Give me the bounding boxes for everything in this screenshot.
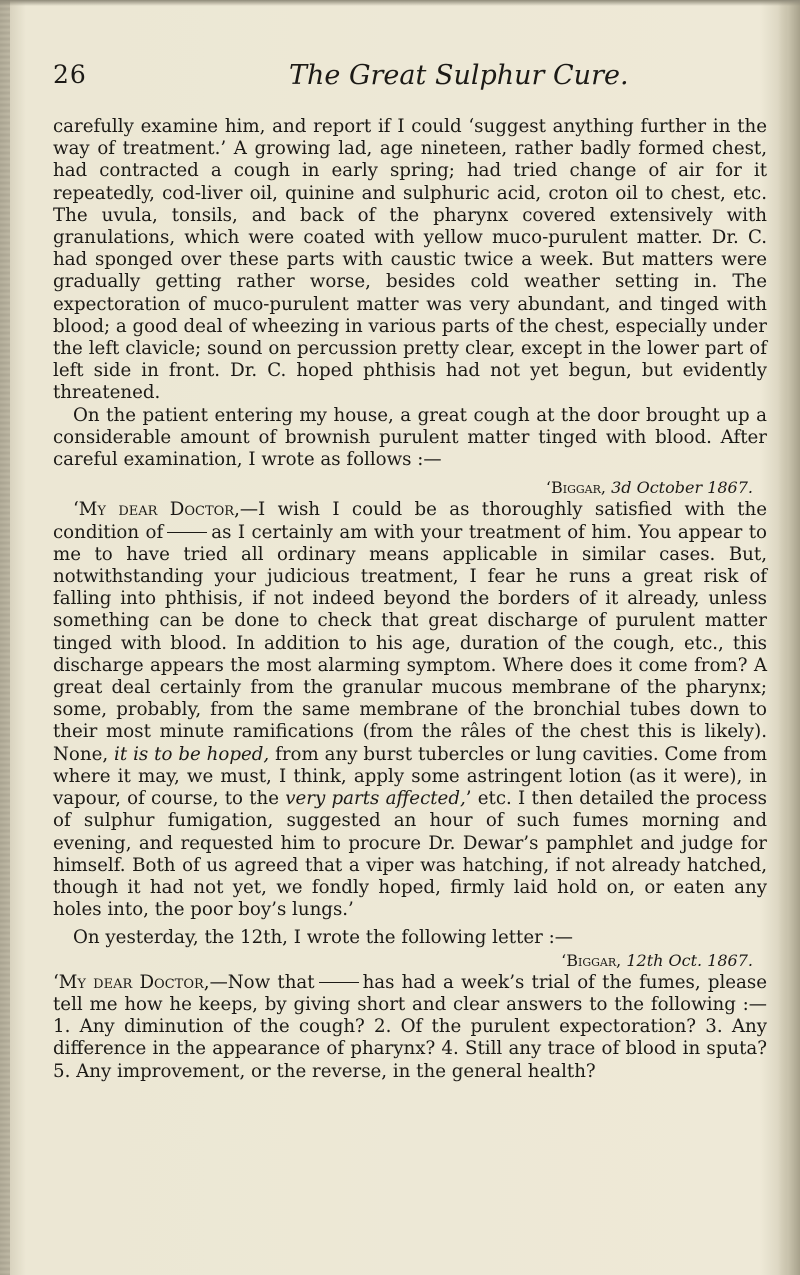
letter-italic-text: very parts affected, xyxy=(285,788,466,810)
letter-text: as I certainly am with your treatment of him. You appear to me to have tried all ordinary means applicable in similar cases. But, notwithstanding your judicious treatment, I fear he runs a great risk of falling into phthisis, if not indeed beyond the borders of it already, unless something can be done to check that great discharge of purulent matter tinged with blood. In addition to his age, duration of the cough, etc., this discharge appears the most alarming symptom. Where does it come from? A great deal certainly from the granular mucous membrane of the pharynx; some, probably, from the same membrane of the bronchial tubes down to their most minute ramifications (from the râles of the chest this is likely). None, xyxy=(53,521,768,765)
letter-place: ‘Biggar, xyxy=(561,950,622,970)
letter-salutation: ‘My dear Doctor, xyxy=(73,499,240,521)
binding-shadow-left xyxy=(0,0,10,1275)
letter-body xyxy=(53,499,767,921)
page-header xyxy=(53,60,760,96)
letter-date: 3d October 1867. xyxy=(611,478,753,498)
letter-salutation: ‘My dear Doctor, xyxy=(53,971,210,993)
letter-text: —Now that xyxy=(209,971,315,993)
paragraph: On the patient entering my house, a great cough at the door brought up a considerable amount of brownish purulent matter tinged with blood. After careful examination, I wrote as follows :— xyxy=(53,404,767,471)
name-omitted-dash xyxy=(167,532,207,533)
page-edge-top xyxy=(0,0,800,6)
letter-dateline xyxy=(53,950,767,972)
letter-text: ’ etc. I then detailed the process of sulphur fumigation, suggested an hour of such fumes morning and evening, and requested him to procure Dr. Dewar’s pamphlet and judge for himself. Both of us agreed that a viper was hatching, if not already hatched, though it had not yet, we fondly hoped, firmly laid hold on, or eaten any holes into, the poor boy’s lungs.’ xyxy=(53,788,767,921)
letter-dateline xyxy=(53,477,767,499)
letter-text: from any burst tubercles or lung cavities. Come from where it may, we must, I think, apply some astringent lotion (as it were), in vapour, of course, to the xyxy=(53,743,767,810)
letter-body xyxy=(53,972,767,1083)
letter-italic-text: it is to be hoped, xyxy=(114,743,270,765)
letter-text: has had a week’s trial of the fumes, please tell me how he keeps, by giving short and clear answers to the following :—1. Any diminution of the cough? 2. Of the purulent expectoration? 3. Any difference in the appearance of pharynx? 4. Still any trace of blood in sputa? 5. Any improvement, or the reverse, in the general health? xyxy=(53,971,767,1082)
running-title: The Great Sulphur Cure. xyxy=(289,60,629,91)
paragraph: On yesterday, the 12th, I wrote the following letter :— xyxy=(73,927,573,949)
letter-text: —I wish I could be as thoroughly satisfied with the condition of xyxy=(53,499,767,543)
page-edge-right xyxy=(778,0,800,1275)
name-omitted-dash xyxy=(319,982,359,983)
letter-place: ‘Biggar, xyxy=(545,478,606,498)
body-text xyxy=(53,116,767,1083)
page-number: 26 xyxy=(53,60,87,89)
letter-date: 12th Oct. 1867. xyxy=(626,950,753,970)
paragraph-continued: carefully examine him, and report if I could ‘suggest anything further in the way of treatment.’ A growing lad, age nineteen, rather badly formed chest, had contracted a cough in early spring; had tried change of air for it repeatedly, cod-liver oil, quinine and sulphuric acid, croton oil to chest, etc. The uvula, tonsils, and back of the pharynx covered extensively with granulations, which were coated with yellow muco-purulent matter. Dr. C. had sponged over these parts with caustic twice a week. But matters were gradually getting rather worse, besides cold weather setting in. The expectoration of muco-purulent matter was very abundant, and tinged with blood; a good deal of wheezing in various parts of the chest, especially under the left clavicle; sound on percussion pretty clear, except in the lower part of left side in front. Dr. C. hoped phthisis had not yet begun, but evidently threatened. xyxy=(53,116,767,404)
